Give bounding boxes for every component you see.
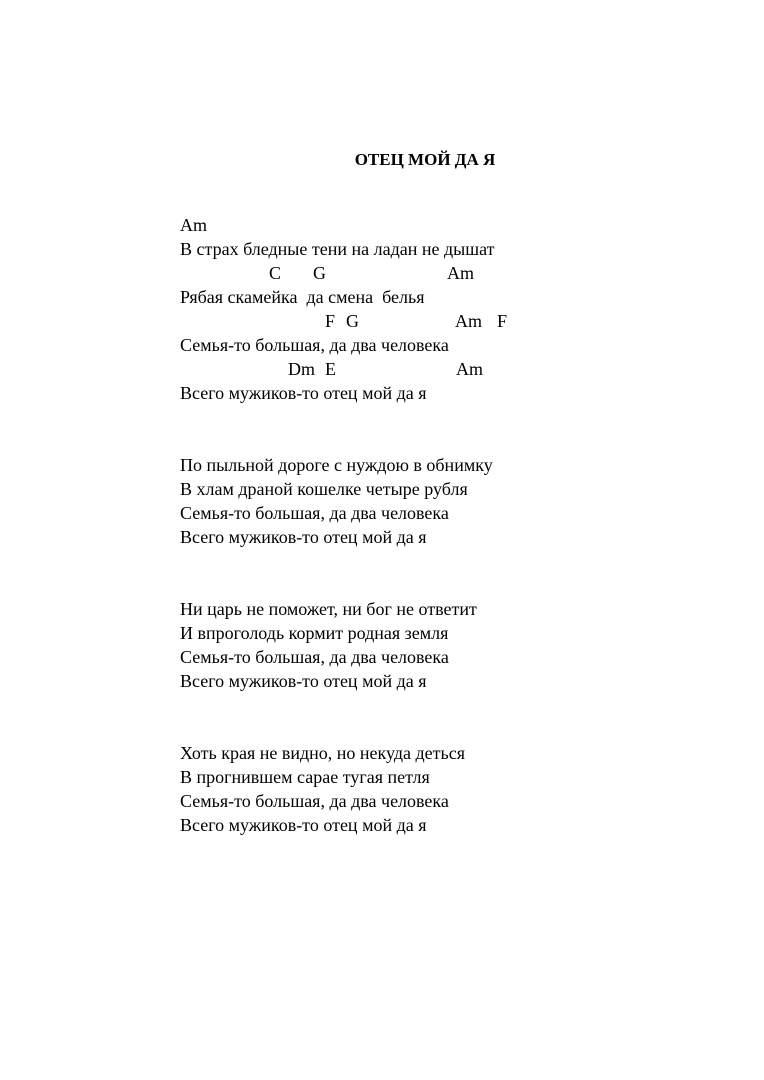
lyric-line: Ни царь не поможет, ни бог не ответит xyxy=(180,599,477,619)
song-title: ОТЕЦ МОЙ ДА Я xyxy=(354,150,496,169)
lyric-line: Всего мужиков-то отец мой да я xyxy=(180,815,427,835)
chord: F xyxy=(497,311,508,331)
lyric-line: Всего мужиков-то отец мой да я xyxy=(180,383,427,403)
chord: E xyxy=(325,359,336,379)
lyric-line: Рябая скамейка да смена белья xyxy=(180,287,425,307)
lyric-line: Семья-то большая, да два человека xyxy=(180,503,449,523)
lyric-line: Хоть края не видно, но некуда деться xyxy=(180,743,466,763)
lyric-line: Всего мужиков-то отец мой да я xyxy=(180,671,427,691)
chord: Dm xyxy=(288,359,315,379)
lyric-line: В прогнившем сарае тугая петля xyxy=(180,767,430,787)
lyric-line: И впроголодь кормит родная земля xyxy=(180,623,449,643)
chord: C xyxy=(269,263,282,283)
lyric-line: Семья-то большая, да два человека xyxy=(180,335,449,355)
lyric-line: По пыльной дороге с нуждою в обнимку xyxy=(180,455,493,475)
lyric-line: В хлам драной кошелке четыре рубля xyxy=(180,479,468,499)
chord: G xyxy=(313,263,326,283)
lyric-line: В страх бледные тени на ладан не дышат xyxy=(180,239,495,259)
chord: F xyxy=(325,311,336,331)
chord: Am xyxy=(447,263,474,283)
lyric-line: Всего мужиков-то отец мой да я xyxy=(180,527,427,547)
chord: Am xyxy=(456,359,483,379)
chord: G xyxy=(346,311,359,331)
lyric-line: Семья-то большая, да два человека xyxy=(180,791,449,811)
chord: Am xyxy=(455,311,482,331)
lyric-line: Семья-то большая, да два человека xyxy=(180,647,449,667)
chord: Am xyxy=(180,215,207,235)
